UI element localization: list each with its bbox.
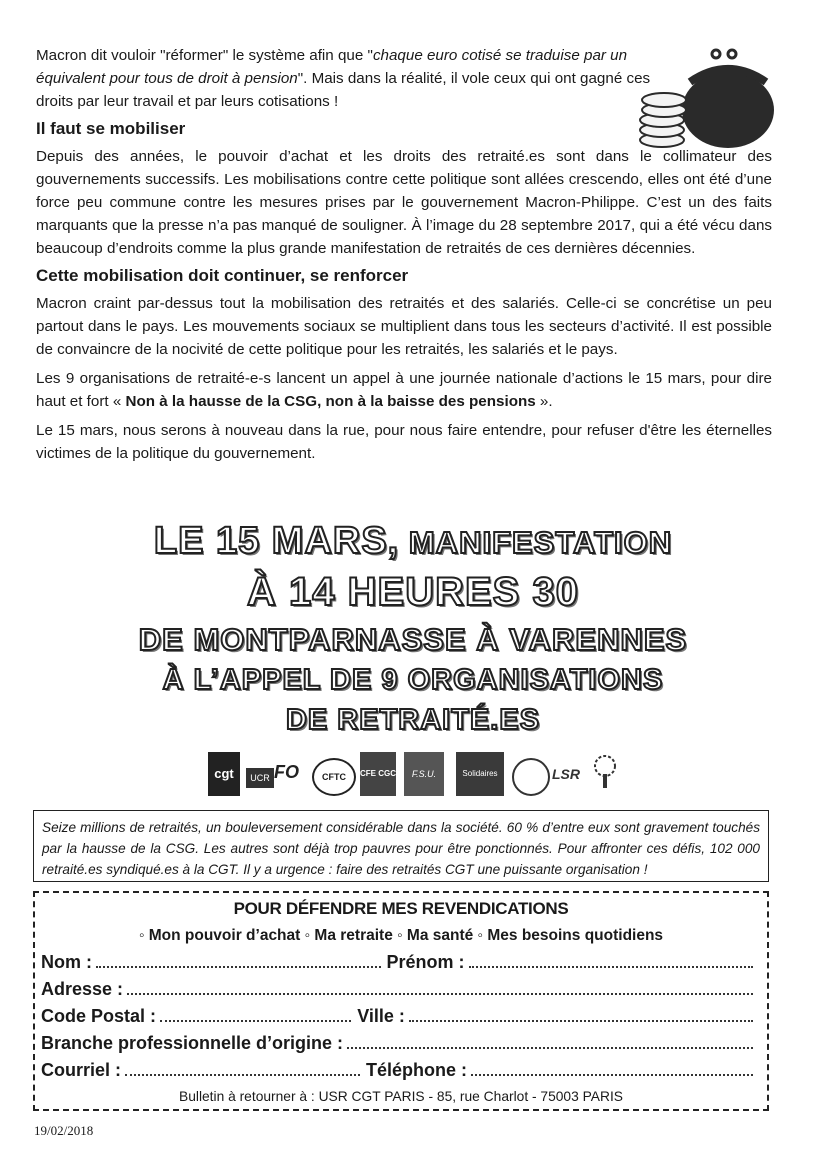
section-heading: Cette mobilisation doit continuer, se renforcer <box>36 266 409 285</box>
section-paragraph: Le 15 mars, nous serons à nouveau dans la rue, pour nous faire entendre, pour refuser d'être les éternelles victimes de la politique du gouvernement. <box>36 422 772 462</box>
nom-field[interactable] <box>96 965 381 968</box>
form-row-name <box>41 949 759 973</box>
banner-date: LE 15 MARS, <box>153 520 400 562</box>
ensemble-solidaires-logo <box>590 752 620 796</box>
form-row-branch <box>41 1030 759 1054</box>
banner-event: MANIFESTATION <box>399 525 673 560</box>
membership-form <box>33 891 769 1111</box>
form-title: POUR DÉFENDRE MES REVENDICATIONS <box>233 899 569 918</box>
form-row-contact <box>41 1057 759 1081</box>
return-address: Bulletin à retourner à : USR CGT PARIS - 85, rue Charlot - 75003 PARIS <box>179 1089 623 1104</box>
courriel-field[interactable] <box>125 1073 360 1076</box>
notice-box <box>33 810 769 882</box>
code-postal-label: Code Postal : <box>41 1006 157 1026</box>
form-row-city <box>41 1003 759 1027</box>
form-row-address <box>41 976 759 1000</box>
intro-text: Macron dit vouloir "réformer" le système afin que " <box>36 47 373 64</box>
cfe-cgc-logo: CFE CGC <box>360 752 396 796</box>
ville-field[interactable] <box>409 1019 753 1022</box>
purse-icon <box>632 42 782 152</box>
fsu-logo: F.S.U. <box>404 752 444 796</box>
solidaires-logo: Solidaires <box>456 752 504 796</box>
banner-line-1 <box>0 520 826 563</box>
intro-text-end: ". Mais dans la réalité, il vole ceux qui ont gagné ces droits par leur travail et par leurs cotisations ! <box>36 70 651 110</box>
prenom-label: Prénom : <box>386 952 465 972</box>
banner-line-4: À L’APPEL DE 9 ORGANISATIONS <box>162 664 664 696</box>
fgr-fp-logo <box>512 758 550 796</box>
slogan: Non à la hausse de la CSG, non à la baisse des pensions <box>125 393 536 410</box>
section-paragraph <box>36 367 772 413</box>
branche-field[interactable] <box>347 1046 753 1049</box>
branche-label: Branche professionnelle d’origine : <box>41 1033 344 1053</box>
telephone-field[interactable] <box>471 1073 753 1076</box>
section-paragraph: Depuis des années, le pouvoir d’achat et les droits des retraité.es sont dans le collimateur des gouvernements successifs. Les mobilisations contre cette politique sont allées crescendo, elles ont été d’une force peu commune contre les mesures prises par le gouvernement Macron-Philippe. C’est un des faits marquants que la presse n’a pas manqué de souligner. À l’image du 28 septembre 2017, qui a été vécu dans beaucoup d’endroits comme la plus grande manifestation de retraités de ces dernières décennies. <box>36 148 772 257</box>
prenom-field[interactable] <box>469 965 754 968</box>
document-date: 19/02/2018 <box>34 1123 94 1138</box>
tree-icon <box>590 752 620 796</box>
text: ». <box>535 393 553 410</box>
courriel-label: Courriel : <box>41 1060 122 1080</box>
intro-quote: chaque euro cotisé se traduise par un équivalent pour tous de droit à pension <box>36 47 628 87</box>
adresse-field[interactable] <box>127 992 753 995</box>
union-logos <box>208 752 628 804</box>
cgt-logo: cgt <box>208 752 240 796</box>
nom-label: Nom : <box>41 952 92 972</box>
ville-label: Ville : <box>357 1006 405 1026</box>
section-paragraph: Macron craint par-dessus tout la mobilisation des retraités et des salariés. Celle-ci se concrétise un peu partout dans le pays. Les mouvements sociaux se multiplient dans tous les secteurs d’activité. Il est possible de convaincre de la nocivité de cette politique pour les retraités, les salariés et le pays. <box>36 295 772 358</box>
fo-logo: FO <box>274 762 299 782</box>
telephone-label: Téléphone : <box>366 1060 468 1080</box>
notice-text: Seize millions de retraités, un bouleversement considérable dans la société. 60 % d’entre eux sont gravement touchés par la hausse de la CSG. Les autres sont déjà trop pauvres pour être ponctionnés. Pour affronter ces défis, 102 000 retraité.es syndiqué.es à la CGT. Il y a urgence : faire des retraités CGT une puissante organisation ! <box>42 820 760 877</box>
text: Les 9 organisations de retraité-e-s lancent un appel à une journée nationale d’actions le 15 mars, pour dire haut et fort « <box>36 370 772 410</box>
code-postal-field[interactable] <box>160 1019 351 1022</box>
intro-paragraph <box>36 44 676 113</box>
form-needs: ◦ Mon pouvoir d’achat ◦ Ma retraite ◦ Ma santé ◦ Mes besoins quotidiens <box>138 927 664 944</box>
banner-line-3: DE MONTPARNASSE À VARENNES <box>138 622 688 657</box>
lsr-logo: LSR <box>552 766 580 782</box>
section-heading: Il faut se mobiliser <box>36 119 186 138</box>
cftc-logo: CFTC <box>312 758 356 796</box>
adresse-label: Adresse : <box>41 979 124 999</box>
banner-line-2: À 14 HEURES 30 <box>247 570 579 614</box>
ucr-logo: UCR <box>246 768 274 788</box>
banner-line-5: DE RETRAITÉ.ES <box>285 704 541 736</box>
